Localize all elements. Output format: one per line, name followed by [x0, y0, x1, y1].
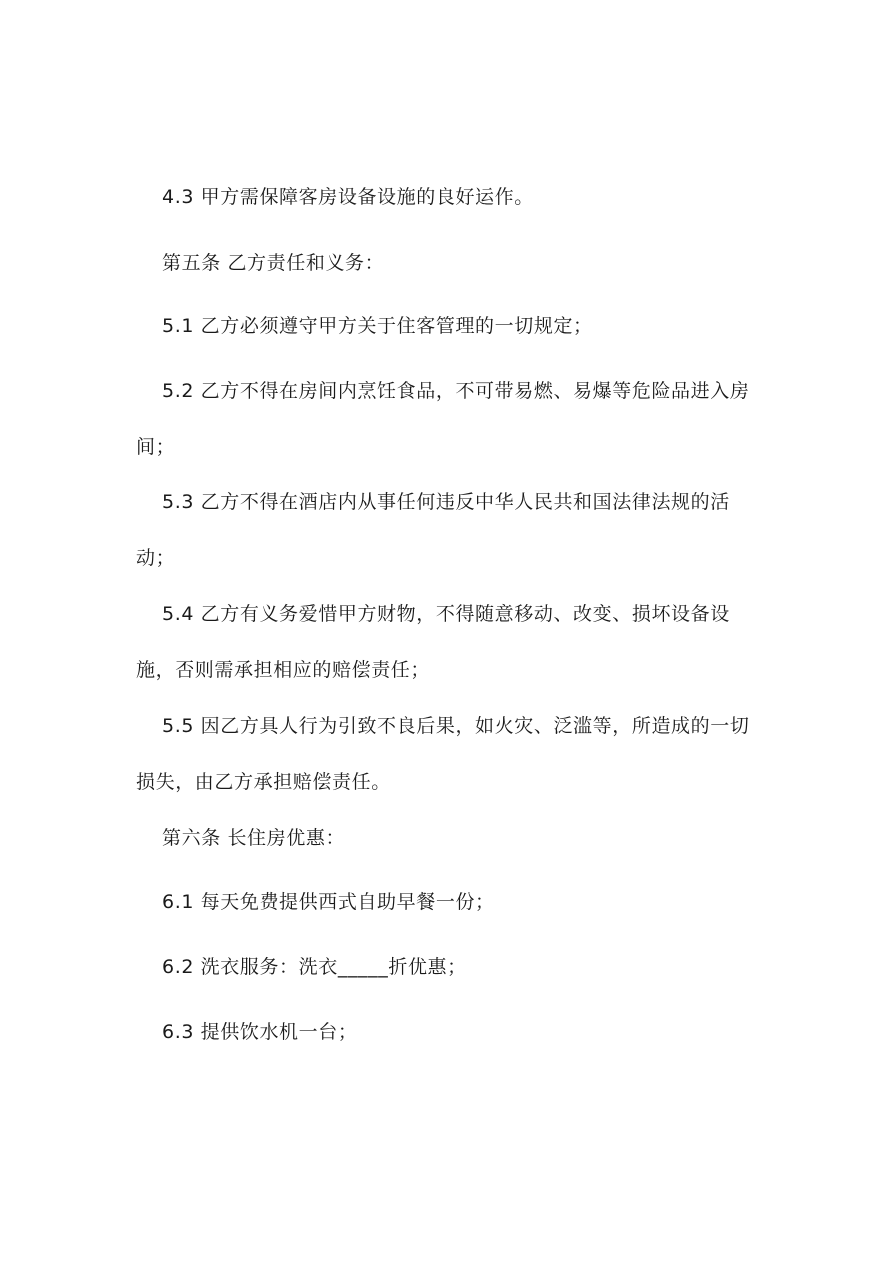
clause-5-3: 5.3 乙方不得在酒店内从事任何违反中华人民共和国法律法规的活动； [136, 491, 730, 569]
article-6-heading: 第六条 长住房优惠： [162, 827, 346, 849]
clause-6-3: 6.3 提供饮水机一台； [162, 1021, 358, 1043]
clause-5-4: 5.4 乙方有义务爱惜甲方财物，不得随意移动、改变、损坏设备设施，否则需承担相应的赔偿责任； [136, 603, 730, 681]
clause-5-2: 5.2 乙方不得在房间内烹饪食品，不可带易燃、易爆等危险品进入房间； [136, 380, 750, 458]
clause-4-3: 4.3 甲方需保障客房设备设施的良好运作。 [162, 186, 534, 208]
clause-6-1: 6.1 每天免费提供西式自助早餐一份； [162, 891, 495, 913]
clause-5-5: 5.5 因乙方具人行为引致不良后果，如火灾、泛滥等，所造成的一切损失，由乙方承担赔偿责任。 [136, 715, 750, 793]
article-5-heading: 第五条 乙方责任和义务： [162, 252, 385, 274]
clause-6-2: 6.2 洗衣服务：洗衣_____折优惠； [162, 956, 467, 978]
clause-5-1: 5.1 乙方必须遵守甲方关于住客管理的一切规定； [162, 315, 593, 337]
